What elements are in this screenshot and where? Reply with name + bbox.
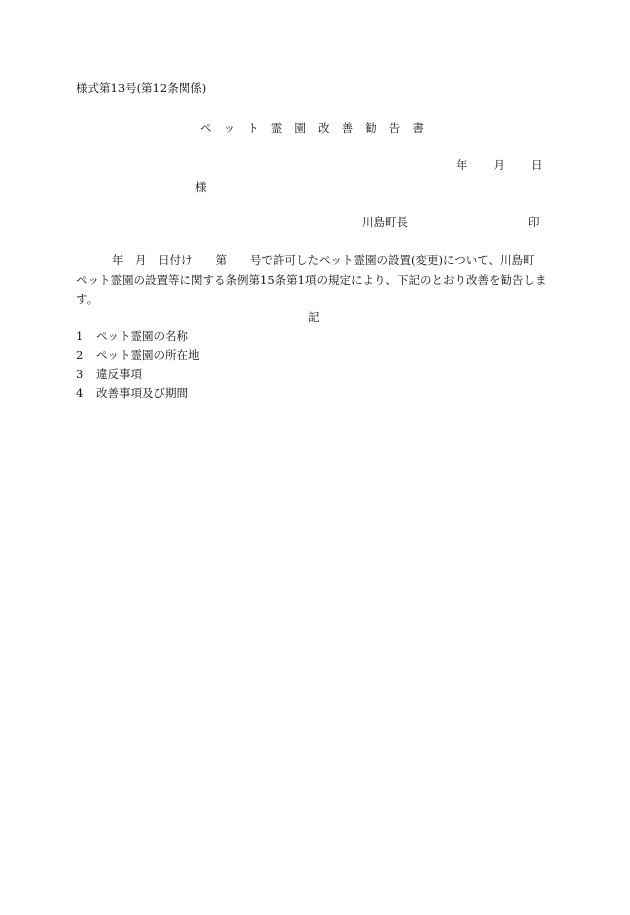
date-line: [456, 160, 543, 172]
document-title: ペ ッ ト 霊 園 改 善 勧 告 書: [200, 121, 425, 135]
body-line-1: 年 月 日付け 第 号で許可したペット霊園の設置(変更)について、川島町: [112, 253, 535, 267]
date-day-label: 日: [531, 158, 543, 172]
ki-heading: 記: [308, 310, 320, 324]
item-label: ペット霊園の名称: [96, 329, 188, 343]
body-line-2: ペット霊園の設置等に関する条例第15条第1項の規定により、下記のとおり改善を勧告しま: [76, 272, 547, 287]
list-item: [76, 350, 200, 362]
body-paragraph: [76, 251, 554, 310]
addressee-suffix: 様: [195, 180, 207, 194]
form-number: 様式第13号(第12条関係): [76, 81, 207, 95]
list-item: [76, 388, 188, 400]
seal-mark: 印: [528, 215, 540, 229]
list-item: [76, 369, 142, 381]
item-label: 違反事項: [96, 367, 142, 381]
item-number: 1: [76, 329, 84, 343]
item-number: 2: [76, 348, 84, 362]
date-month-label: 月: [493, 158, 505, 172]
list-item: [76, 331, 188, 343]
item-number: 3: [76, 367, 84, 381]
item-label: ペット霊園の所在地: [96, 348, 200, 362]
item-number: 4: [76, 386, 84, 400]
item-label: 改善事項及び期間: [96, 386, 188, 400]
date-year-label: 年: [456, 158, 468, 172]
issuer-name: 川島町長: [362, 215, 408, 229]
body-line-3: す。: [76, 292, 99, 306]
